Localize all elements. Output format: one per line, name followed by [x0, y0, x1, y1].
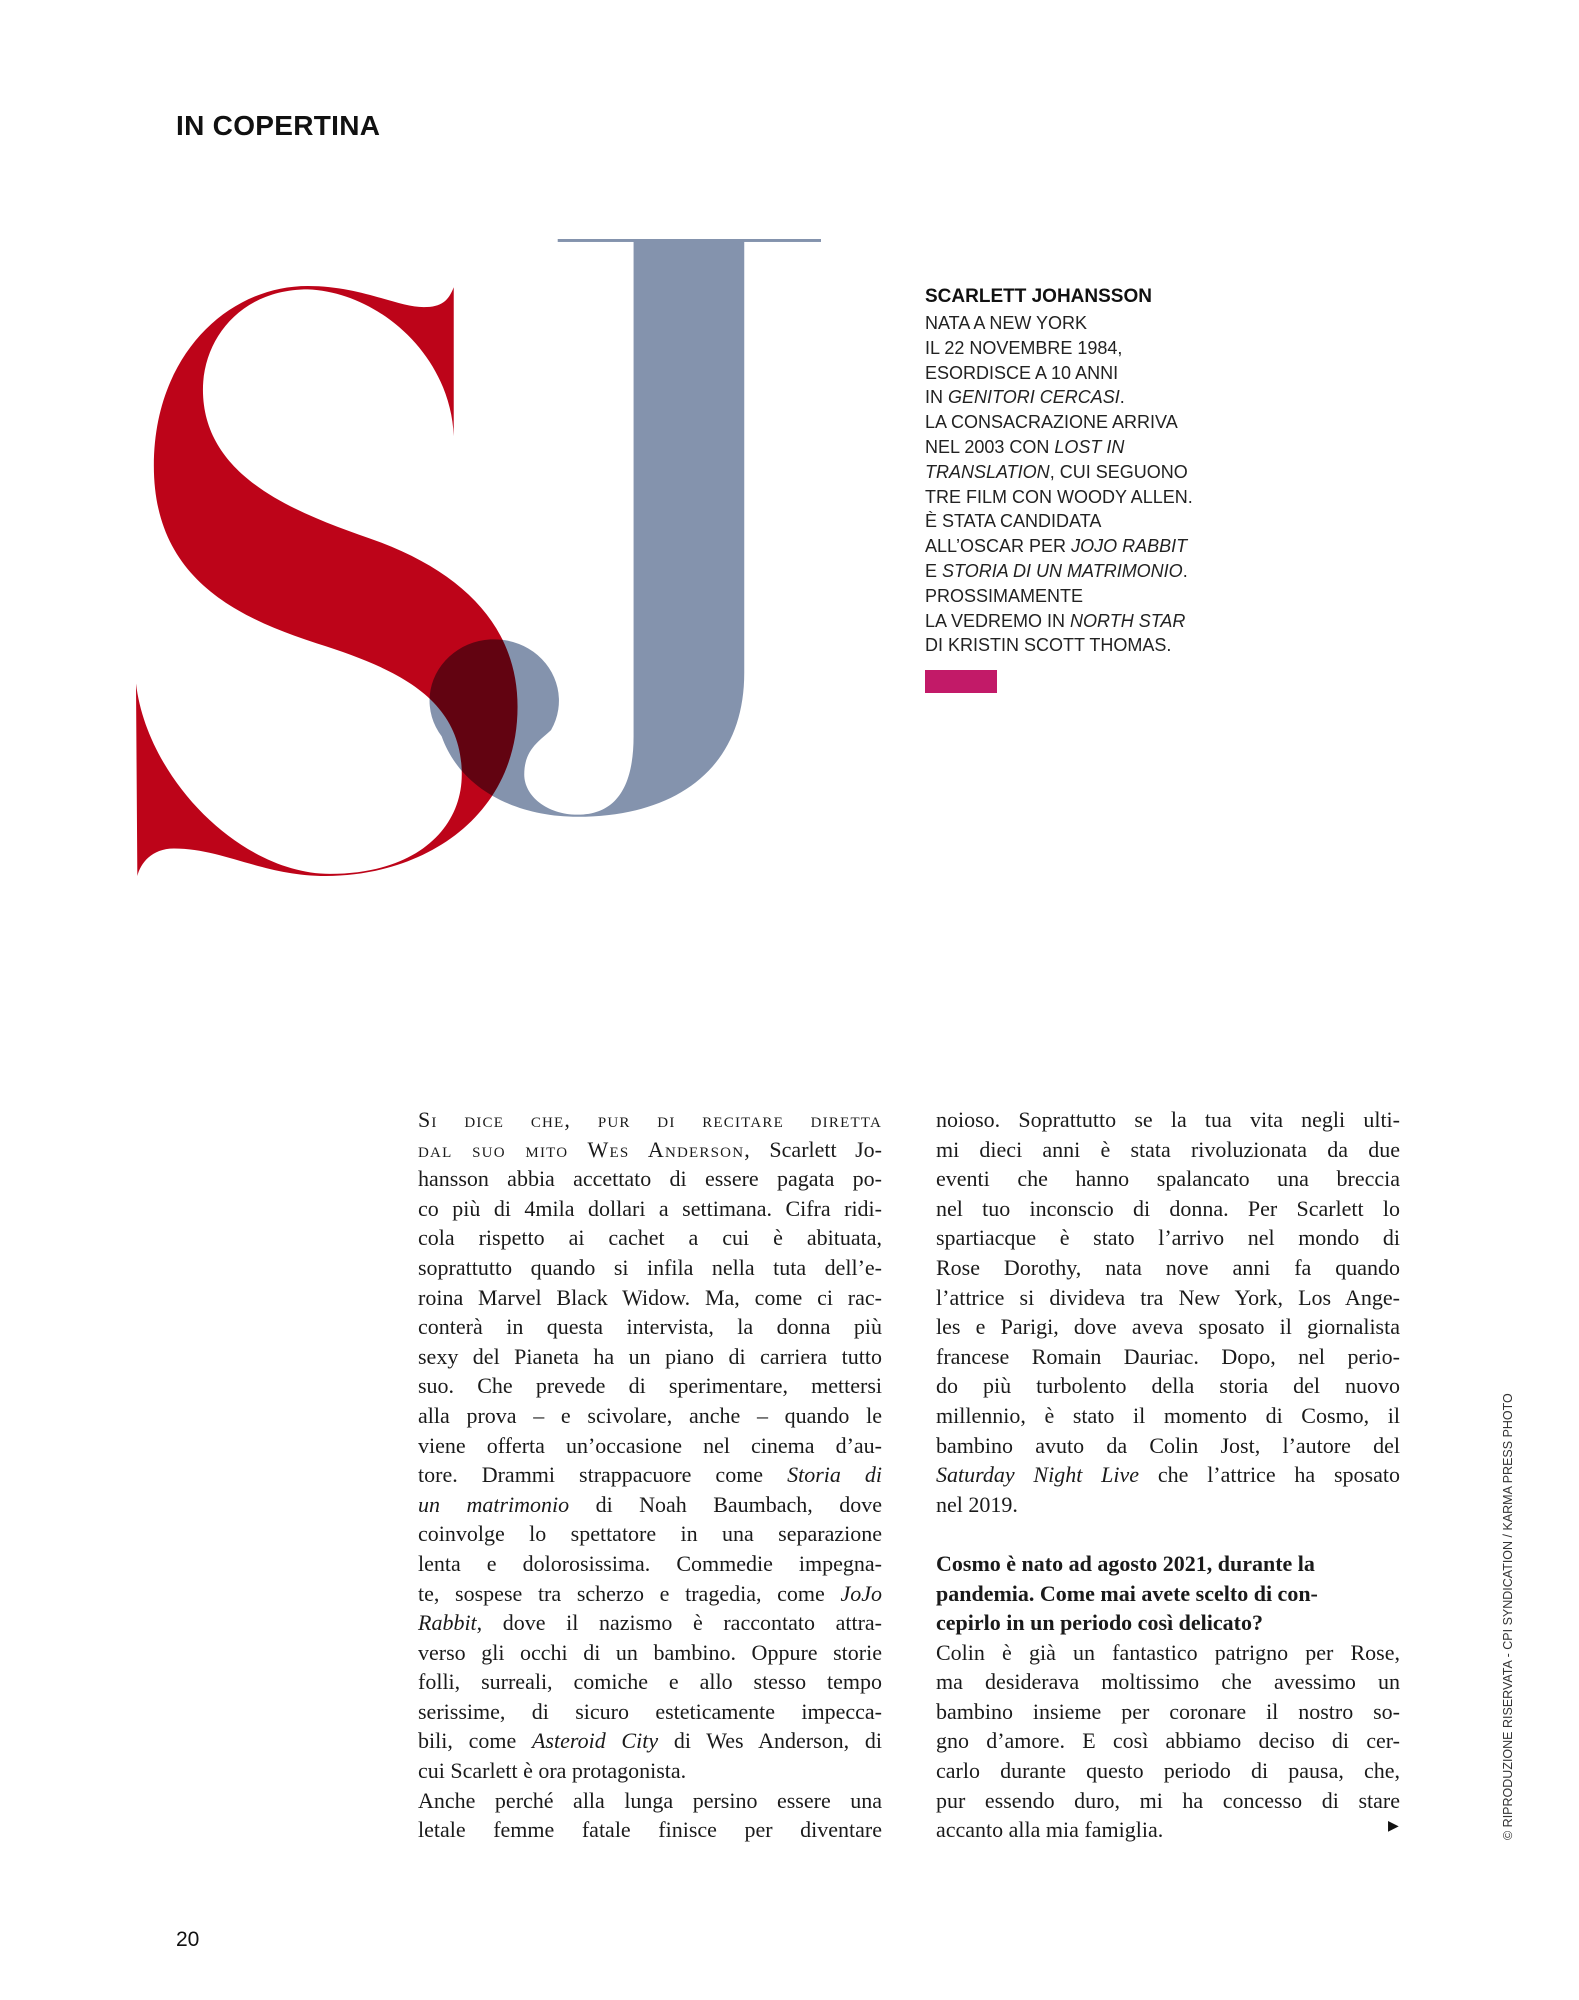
- article-line: [418, 1194, 882, 1224]
- sj-monogram: [136, 239, 821, 876]
- article-line: [936, 1342, 1400, 1372]
- text-segment: francese Romain Dauriac. Dopo, nel perio-: [936, 1343, 1400, 1369]
- article-line: [936, 1253, 1400, 1283]
- article-line: [418, 1608, 882, 1638]
- bio-line: [925, 633, 1265, 658]
- j-hairline: [558, 239, 821, 242]
- article-line: [418, 1786, 882, 1816]
- play-arrow-icon: ▶: [1388, 1819, 1399, 1834]
- article-line: [418, 1815, 882, 1845]
- text-segment: l’attrice si divideva tra New York, Los Ange-: [936, 1284, 1400, 1310]
- article-line: [418, 1490, 882, 1520]
- article-line: [418, 1460, 882, 1490]
- italic-title: Saturday Night Live: [936, 1462, 1140, 1488]
- article-line: [418, 1401, 882, 1431]
- bio-line: [925, 385, 1265, 410]
- text-segment: verso gli occhi di un bambino. Oppure storie: [418, 1639, 882, 1665]
- text-segment: Rose Dorothy, nata nove anni fa quando: [936, 1254, 1400, 1280]
- bio-line: [925, 361, 1265, 386]
- bio-line: [925, 460, 1265, 485]
- text-segment: conterà in questa intervista, la donna più: [418, 1314, 882, 1340]
- text-segment: noioso. Soprattutto se la tua vita negli ulti-: [936, 1107, 1400, 1132]
- bio-line: [925, 534, 1265, 559]
- article-line: [936, 1371, 1400, 1401]
- text-segment: nel tuo inconscio di donna. Per Scarlett lo: [936, 1195, 1400, 1221]
- text-segment: serissime, di sicuro esteticamente impecca-: [418, 1698, 882, 1724]
- bio-text-segment: È STATA CANDIDATA: [925, 511, 1102, 532]
- article-line: [418, 1135, 882, 1165]
- article-line: [936, 1223, 1400, 1253]
- article-line: [418, 1342, 882, 1372]
- text-segment: Colin è già un fantastico patrigno per Rose,: [936, 1639, 1400, 1665]
- article-line: [418, 1638, 882, 1668]
- bio-line: [925, 485, 1265, 510]
- text-segment: suo. Che prevede di sperimentare, mettersi: [418, 1373, 882, 1399]
- small-caps-lead: dal suo mito Wes Anderson,: [418, 1136, 751, 1162]
- text-segment: Anche perché alla lunga persino essere una: [418, 1787, 882, 1813]
- article-line: [418, 1164, 882, 1194]
- text-segment: , dove il nazismo è raccontato attra-: [476, 1610, 882, 1636]
- text-segment: viene offerta un’occasione nel cinema d’au-: [418, 1432, 882, 1458]
- bio-line: [925, 435, 1265, 460]
- article-line: [418, 1697, 882, 1727]
- bio-line: [925, 311, 1265, 336]
- text-segment: roina Marvel Black Widow. Ma, come ci rac-: [418, 1284, 882, 1310]
- text-segment: alla prova – e scivolare, anche – quando le: [418, 1402, 882, 1428]
- bio-title-italic: TRANSLATION: [925, 461, 1050, 482]
- article-line: [418, 1253, 882, 1283]
- bio-title-italic: GENITORI CERCASI: [948, 387, 1120, 408]
- text-segment: ma desiderava moltissimo che avessimo un: [936, 1669, 1400, 1695]
- article-line: [418, 1726, 882, 1756]
- text-segment: cui Scarlett è ora protagonista.: [418, 1758, 687, 1784]
- article-line: [936, 1638, 1400, 1668]
- bio-text-segment: IN: [925, 387, 949, 408]
- text-segment: spartiacque è stato l’arrivo nel mondo di: [936, 1225, 1400, 1251]
- article-line: [936, 1194, 1400, 1224]
- bio-line: [925, 509, 1265, 534]
- bio-text-segment: .: [1119, 387, 1125, 408]
- bio-title: SCARLETT JOHANSSON: [925, 286, 1152, 307]
- article-line: [936, 1815, 1400, 1845]
- bio-text: [925, 311, 1265, 658]
- article-line: [936, 1312, 1400, 1342]
- text-segment: pandemia. Come mai avete scelto di con-: [936, 1580, 1318, 1606]
- italic-title: Rabbit: [418, 1610, 477, 1636]
- text-segment: tore. Drammi strappacuore come: [418, 1462, 788, 1488]
- article-line: [418, 1371, 882, 1401]
- accent-bar: [925, 670, 997, 693]
- bio-text-segment: PROSSIMAMENTE: [925, 585, 1084, 606]
- bio-line: [925, 584, 1265, 609]
- article-line: [418, 1549, 882, 1579]
- text-segment: Scarlett Jo-: [750, 1136, 882, 1162]
- italic-title: JoJo: [840, 1580, 882, 1606]
- bio-text-segment: .: [1182, 560, 1188, 581]
- article-line: [418, 1579, 882, 1609]
- text-segment: che l’attrice ha sposato: [1139, 1462, 1400, 1488]
- article-column-2: [936, 1105, 1400, 1845]
- bio-text-segment: LA CONSACRAZIONE ARRIVA: [925, 412, 1178, 433]
- text-segment: hansson abbia accettato di essere pagata po-: [418, 1166, 882, 1192]
- text-segment: bili, come: [418, 1728, 532, 1754]
- text-segment: pur essendo duro, mi ha concesso di stare: [936, 1787, 1400, 1813]
- text-segment: folli, surreali, comiche e allo stesso tempo: [418, 1669, 882, 1695]
- article-line: [936, 1490, 1400, 1520]
- article-line: [936, 1135, 1400, 1165]
- italic-title: un matrimonio: [418, 1491, 570, 1517]
- interview-question-line: [936, 1579, 1400, 1609]
- text-segment: lenta e dolorosissima. Commedie impegna-: [418, 1550, 882, 1576]
- text-segment: mi dieci anni è stata rivoluzionata da due: [936, 1136, 1400, 1162]
- article-line: [936, 1697, 1400, 1727]
- text-segment: co più di 4mila dollari a settimana. Cifra ridi-: [418, 1195, 882, 1221]
- article-line: [418, 1312, 882, 1342]
- text-segment: accanto alla mia famiglia.: [936, 1817, 1164, 1843]
- article-line: [936, 1786, 1400, 1816]
- text-segment: sexy del Pianeta ha un piano di carriera tutto: [418, 1343, 882, 1369]
- text-segment: soprattutto quando si infila nella tuta dell’e-: [418, 1254, 882, 1280]
- bio-text-segment: E: [925, 560, 943, 581]
- text-segment: letale femme fatale finisce per diventare: [418, 1817, 882, 1843]
- article-line: [418, 1756, 882, 1786]
- bio-text-segment: LA VEDREMO IN: [925, 610, 1071, 631]
- bio-text-segment: NEL 2003 CON: [925, 436, 1055, 457]
- article-line: [936, 1105, 1400, 1135]
- page-number: 20: [176, 1928, 200, 1951]
- interview-question-line: [936, 1608, 1400, 1638]
- italic-title: Asteroid City: [531, 1728, 659, 1754]
- italic-title: Storia di: [787, 1462, 883, 1488]
- text-segment: cola rispetto ai cachet a cui è abituata,: [418, 1225, 882, 1251]
- article-line: [936, 1667, 1400, 1697]
- interview-question-line: [936, 1549, 1400, 1579]
- bio-text-segment: ALL’OSCAR PER: [925, 536, 1072, 557]
- article-line: [418, 1519, 882, 1549]
- section-title: IN COPERTINA: [176, 110, 381, 141]
- article-line: [418, 1105, 882, 1135]
- bio-title-italic: NORTH STAR: [1070, 610, 1186, 631]
- text-segment: nel 2019.: [936, 1491, 1018, 1517]
- text-segment: gno d’amore. E così abbiamo deciso di cer-: [936, 1728, 1400, 1754]
- article-line: [936, 1431, 1400, 1461]
- text-segment: coinvolge lo spettatore in una separazione: [418, 1521, 882, 1547]
- article-line: [936, 1519, 1400, 1549]
- article-line: [936, 1726, 1400, 1756]
- article-line: [418, 1283, 882, 1313]
- bio-title-italic: JOJO RABBIT: [1071, 536, 1188, 557]
- bio-line: [925, 410, 1265, 435]
- small-caps-lead: Si dice che, pur di recitare diretta: [418, 1107, 882, 1132]
- bio-line: [925, 609, 1265, 634]
- text-segment: bambino avuto da Colin Jost, l’autore del: [936, 1432, 1400, 1458]
- bio-text-segment: NATA A NEW YORK: [925, 313, 1088, 333]
- article-line: [936, 1401, 1400, 1431]
- text-segment: di Wes Anderson, di: [658, 1728, 883, 1754]
- bio-line: [925, 559, 1265, 584]
- text-segment: eventi che hanno spalancato una breccia: [936, 1166, 1400, 1192]
- article-line: [936, 1460, 1400, 1490]
- photo-credit: © RIPRODUZIONE RISERVATA - CPI SYNDICATION / KARMA PRESS PHOTO: [1501, 1393, 1515, 1840]
- text-segment: millennio, è stato il momento di Cosmo, il: [936, 1402, 1400, 1428]
- bio-sidebar: [925, 283, 1265, 658]
- article-line: [936, 1164, 1400, 1194]
- article-line: [418, 1223, 882, 1253]
- text-segment: les e Parigi, dove aveva sposato il giornalista: [936, 1314, 1400, 1340]
- bio-title-italic: STORIA DI UN MATRIMONIO: [942, 560, 1183, 581]
- bio-title-italic: LOST IN: [1054, 436, 1125, 457]
- bio-text-segment: , CUI SEGUONO: [1049, 461, 1188, 482]
- bio-line: [925, 336, 1265, 361]
- text-segment: cepirlo in un periodo così delicato?: [936, 1610, 1263, 1636]
- article-line: [418, 1431, 882, 1461]
- text-segment: di Noah Baumbach, dove: [569, 1491, 882, 1517]
- text-segment: bambino insieme per coronare il nostro so-: [936, 1698, 1400, 1724]
- bio-text-segment: TRE FILM CON WOODY ALLEN.: [925, 486, 1193, 507]
- article-column-1: [418, 1105, 882, 1845]
- text-segment: do più turbolento della storia del nuovo: [936, 1373, 1400, 1399]
- bio-text-segment: DI KRISTIN SCOTT THOMAS.: [925, 635, 1172, 656]
- monogram-letter-s: [136, 286, 518, 876]
- text-segment: Cosmo è nato ad agosto 2021, durante la: [936, 1550, 1315, 1576]
- text-segment: te, sospese tra scherzo e tragedia, come: [418, 1580, 841, 1606]
- bio-text-segment: IL 22 NOVEMBRE 1984,: [925, 337, 1123, 358]
- article-line: [418, 1667, 882, 1697]
- bio-text-segment: ESORDISCE A 10 ANNI: [925, 362, 1119, 383]
- text-segment: carlo durante questo periodo di pausa, che,: [936, 1758, 1400, 1784]
- article-line: [936, 1283, 1400, 1313]
- article-line: [936, 1756, 1400, 1786]
